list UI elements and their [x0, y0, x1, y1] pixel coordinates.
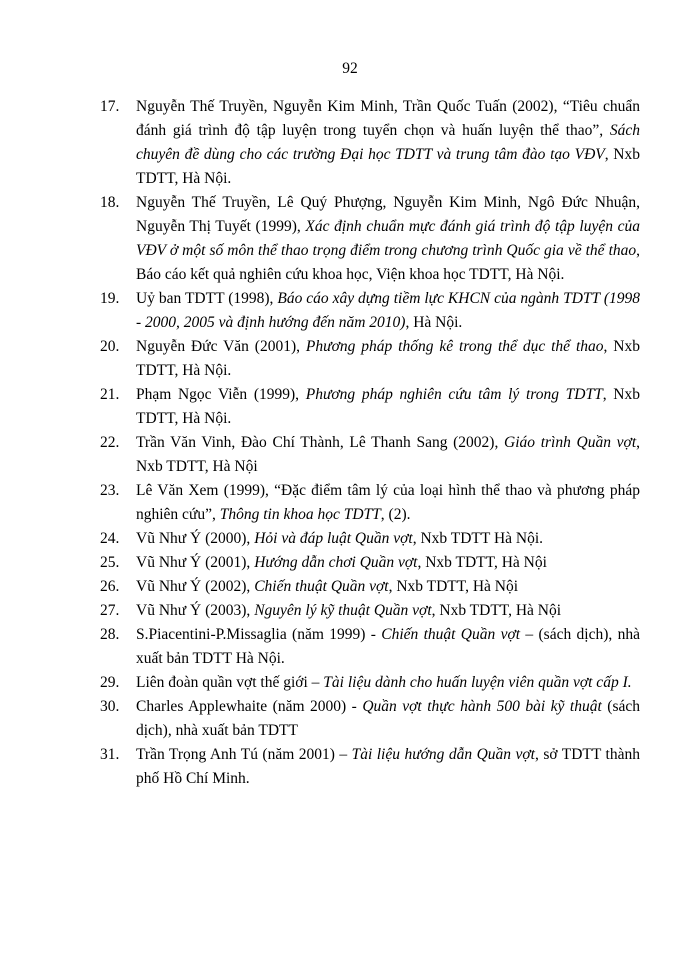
reference-segment: , Nxb TDTT, Hà Nội: [136, 434, 641, 475]
reference-text: [136, 623, 640, 671]
reference-segment: , Nxb TDTT, Hà Nội.: [136, 386, 641, 427]
reference-number: 19.: [100, 290, 120, 307]
reference-number: 26.: [100, 578, 120, 595]
reference-title: Quần vợt thực hành 500 bài kỹ thuật: [362, 698, 602, 715]
reference-text: [136, 431, 640, 479]
reference-title: Nguyên lý kỹ thuật Quần vợt: [254, 602, 432, 619]
reference-text: [136, 335, 640, 383]
reference-item: [100, 743, 640, 791]
reference-title: Chiến thuật Quần vợt: [254, 578, 389, 595]
reference-segment: , Báo cáo kết quả nghiên cứu khoa học, Viện khoa học TDTT, Hà Nội.: [136, 242, 640, 283]
reference-item: [100, 335, 640, 383]
reference-segment: Vũ Như Ý (2002),: [136, 578, 255, 595]
reference-item: [100, 479, 640, 527]
reference-segment: Trần Trọng Anh Tú (năm 2001) –: [136, 746, 352, 763]
reference-segment: , Nxb TDTT, Hà Nội: [388, 578, 519, 595]
reference-title: Sách chuyên đề dùng cho các trường Đại học TDTT và trung tâm đào tạo VĐV: [136, 122, 640, 163]
reference-title: Tài liệu hướng dẫn Quần vợt: [351, 746, 535, 763]
reference-item: [100, 623, 640, 671]
reference-title: Phương pháp nghiên cứu tâm lý trong TDTT: [305, 386, 603, 403]
reference-item: [100, 575, 640, 599]
reference-segment: Lê Văn Xem (1999), “Đặc điểm tâm lý của loại hình thể thao và phương pháp nghiên cứu”,: [136, 482, 640, 523]
reference-segment: Liên đoàn quần vợt thế giới –: [136, 674, 324, 691]
reference-number: 30.: [100, 698, 120, 715]
reference-number: 18.: [100, 194, 120, 211]
reference-segment: Nguyễn Đức Văn (2001),: [136, 338, 306, 355]
reference-segment: Charles Applewhaite (năm 2000) -: [136, 698, 363, 715]
reference-segment: – (sách dịch), nhà xuất bản TDTT Hà Nội.: [136, 626, 640, 667]
reference-text: [136, 695, 640, 743]
reference-title: Chiến thuật Quần vợt: [381, 626, 521, 643]
reference-number: 21.: [100, 386, 120, 403]
reference-segment: Nguyễn Thế Truyền, Lê Quý Phượng, Nguyễn Kim Minh, Ngô Đức Nhuận, Nguyễn Thị Tuyết (1999),: [136, 194, 640, 235]
reference-segment: Vũ Như Ý (2003),: [136, 602, 255, 619]
reference-segment: Vũ Như Ý (2000),: [136, 530, 255, 547]
reference-segment: Uỷ ban TDTT (1998),: [136, 290, 278, 307]
reference-item: [100, 383, 640, 431]
reference-number: 20.: [100, 338, 120, 355]
reference-title: Thông tin khoa học TDTT: [219, 506, 381, 523]
reference-number: 24.: [100, 530, 120, 547]
reference-title: Báo cáo xây dựng tiềm lực KHCN của ngành TDTT (1998 - 2000, 2005 và định hướng đến năm 2010): [136, 290, 640, 331]
reference-text: [136, 599, 640, 623]
reference-segment: , sở TDTT thành phố Hồ Chí Minh.: [136, 746, 640, 787]
reference-title: Hướng dẫn chơi Quần vợt: [254, 554, 418, 571]
reference-item: [100, 671, 640, 695]
reference-text: [136, 671, 640, 695]
reference-number: 28.: [100, 626, 120, 643]
reference-number: 31.: [100, 746, 120, 763]
reference-segment: , Nxb TDTT, Hà Nội.: [136, 338, 640, 379]
reference-text: [136, 95, 640, 191]
reference-title: Phương pháp thống kê trong thể dục thể thao: [305, 338, 604, 355]
reference-item: [100, 695, 640, 743]
reference-item: [100, 431, 640, 479]
reference-number: 29.: [100, 674, 120, 691]
reference-segment: Nguyễn Thế Truyền, Nguyễn Kim Minh, Trần Quốc Tuấn (2002), “Tiêu chuẩn đánh giá trình độ tập luyện trong tuyển chọn và huấn luyện thể thao”,: [136, 98, 640, 139]
reference-text: [136, 383, 640, 431]
reference-segment: , Hà Nội.: [405, 314, 463, 331]
reference-segment: , Nxb TDTT, Hà Nội: [431, 602, 562, 619]
reference-number: 23.: [100, 482, 120, 499]
reference-number: 25.: [100, 554, 120, 571]
reference-text: [136, 527, 640, 551]
reference-title: Hỏi và đáp luật Quần vợt: [254, 530, 413, 547]
reference-title: Tài liệu dành cho huấn luyện viên quần vợt cấp I.: [323, 674, 632, 691]
reference-text: [136, 743, 640, 791]
reference-text: [136, 575, 640, 599]
reference-segment: , (2).: [380, 506, 411, 523]
reference-segment: (sách dịch), nhà xuất bản TDTT: [136, 698, 640, 739]
reference-segment: Vũ Như Ý (2001),: [136, 554, 255, 571]
reference-number: 22.: [100, 434, 120, 451]
reference-item: [100, 95, 640, 191]
reference-number: 27.: [100, 602, 120, 619]
reference-segment: S.Piacentini-P.Missaglia (năm 1999) -: [136, 626, 382, 643]
reference-text: [136, 191, 640, 287]
reference-segment: , Nxb TDTT, Hà Nội: [417, 554, 547, 571]
reference-text: [136, 551, 640, 575]
reference-item: [100, 287, 640, 335]
reference-item: [100, 527, 640, 551]
page-number: 92: [342, 60, 358, 77]
reference-item: [100, 551, 640, 575]
reference-text: [136, 287, 640, 335]
reference-item: [100, 191, 640, 287]
reference-segment: , Nxb TDTT Hà Nội.: [412, 530, 544, 547]
reference-list: [100, 95, 640, 791]
reference-number: 17.: [100, 98, 120, 115]
reference-item: [100, 599, 640, 623]
reference-segment: Phạm Ngọc Viễn (1999),: [136, 386, 306, 403]
reference-segment: , Nxb TDTT, Hà Nội.: [136, 146, 640, 187]
reference-text: [136, 479, 640, 527]
reference-title: Xác định chuẩn mực đánh giá trình độ tập luyện của VĐV ở một số môn thể thao trọng điểm trong chương trình Quốc gia về thể thao: [136, 218, 640, 259]
reference-title: Giáo trình Quần vợt: [504, 434, 637, 451]
reference-segment: Trần Văn Vinh, Đào Chí Thành, Lê Thanh Sang (2002),: [136, 434, 505, 451]
